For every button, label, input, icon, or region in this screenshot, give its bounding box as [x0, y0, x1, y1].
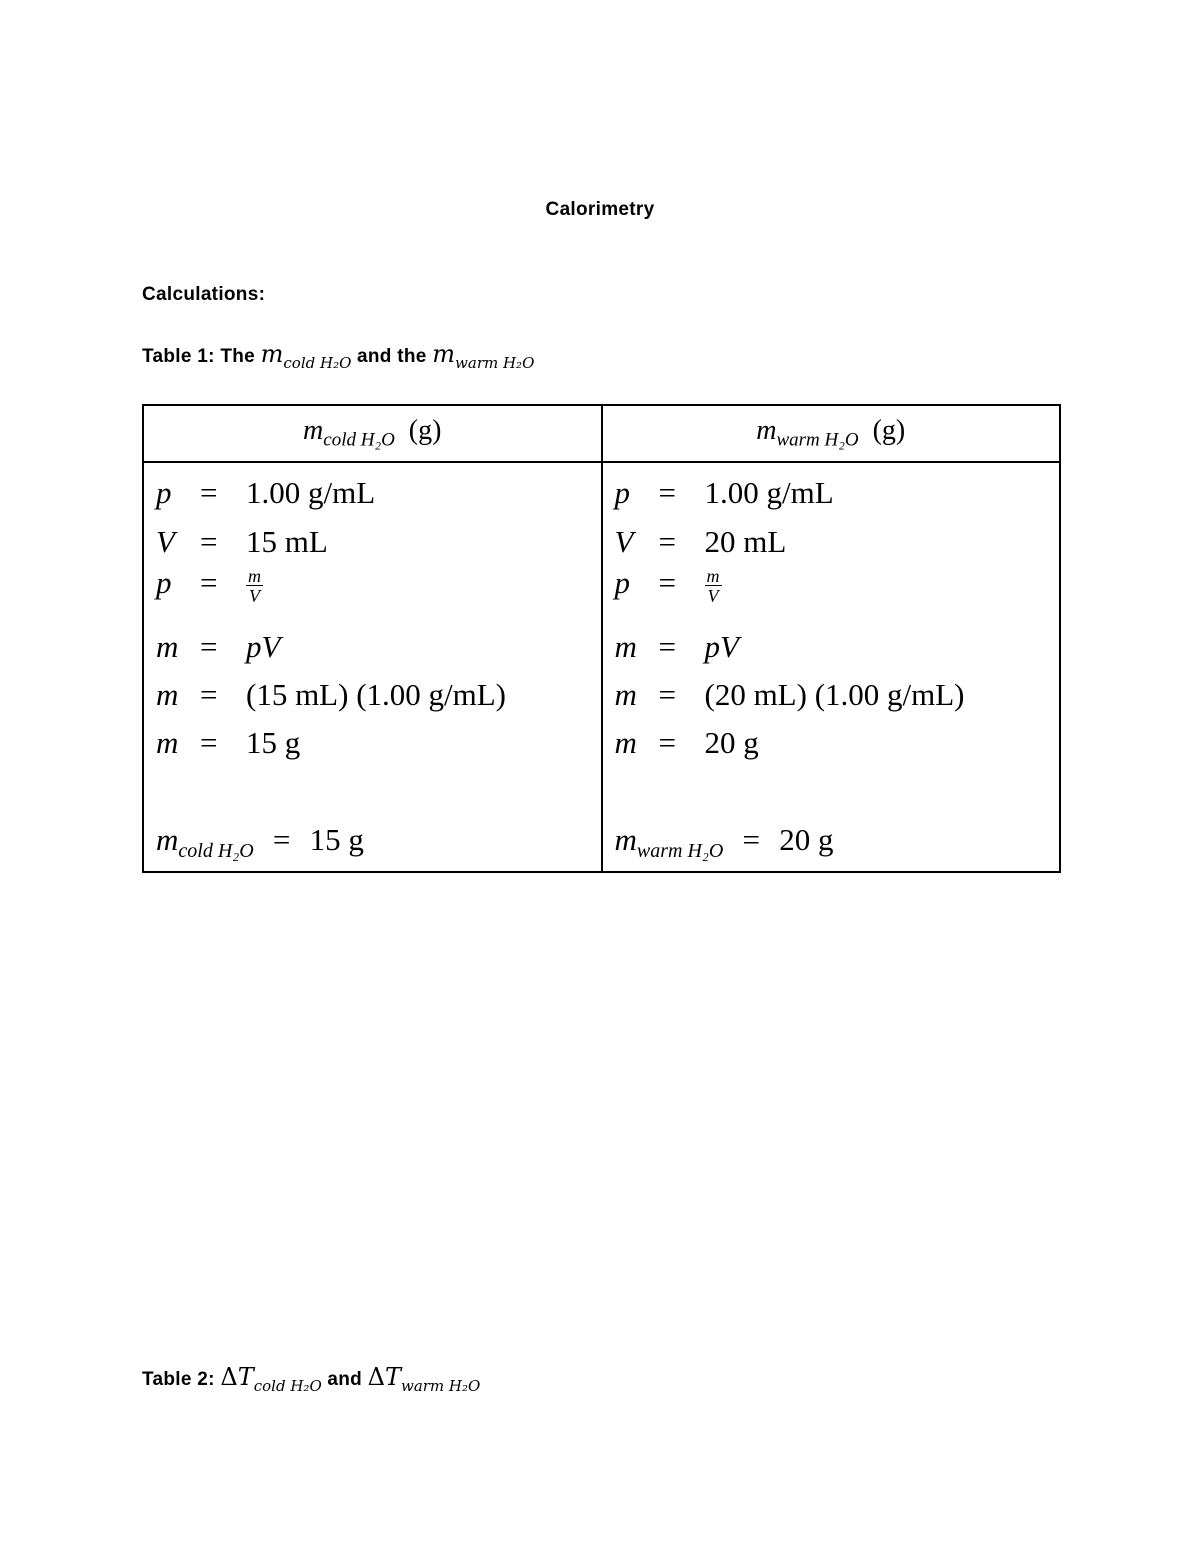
density-formula-line: p = $\frac{m}{V}$: [156, 565, 261, 606]
mass-substitution-line: m = (20 mL) (1.00 g/mL): [614, 677, 965, 712]
caption-prefix: Table 2:: [142, 1369, 215, 1390]
mass-value-line: m = 20 g: [614, 725, 759, 760]
density-line: p = 1.00 g/mL: [156, 475, 376, 510]
mass-substitution-line: m = (15 mL) (1.00 g/mL): [156, 677, 507, 712]
header-warm-mass: $m_{warm H_2O}$ (g): [602, 405, 1061, 462]
mass-formula-line: m = pV: [156, 629, 281, 664]
warm-mass-result: $m_{warm H_2O} = 20$ g: [614, 822, 834, 863]
fraction-m-over-v: $\frac{m}{V}$: [706, 566, 720, 606]
volume-line: V = 15 mL: [156, 524, 328, 559]
density-formula-line: p = $\frac{m}{V}$: [614, 565, 720, 606]
caption-math-cold: $m_{cold H_2O}$: [260, 340, 352, 372]
caption-math-warm: $m_{warm H_2O}$: [432, 340, 535, 372]
mass-value-line: m = 15 g: [156, 725, 301, 760]
fraction-m-over-v: $\frac{m}{V}$: [248, 566, 261, 606]
caption-connector: and the: [357, 346, 427, 367]
mass-formula-line: m = pV: [614, 629, 739, 664]
volume-line: V = 20 mL: [614, 524, 787, 559]
table2-caption: [142, 1363, 480, 1395]
document-title: Calorimetry: [545, 199, 655, 220]
cold-calculation-cell: [143, 462, 602, 872]
caption-math-delta-cold: $\Delta T_{cold H_2O}$: [220, 1363, 322, 1395]
caption-prefix: Table 1: The: [142, 346, 256, 367]
caption-connector: and: [327, 1369, 363, 1390]
warm-calculation-cell: [602, 462, 1061, 872]
cold-mass-result: $m_{cold H_2O} = 15$ g: [156, 822, 364, 863]
caption-math-delta-warm: $\Delta T_{warm H_2O}$: [367, 1363, 481, 1395]
section-heading: Calculations:: [142, 284, 266, 305]
density-line: p = 1.00 g/mL: [614, 475, 834, 510]
header-cold-mass: $m_{cold H_2O}$ (g): [143, 405, 602, 462]
table1-caption: [142, 340, 534, 372]
mass-table: [142, 404, 1061, 873]
